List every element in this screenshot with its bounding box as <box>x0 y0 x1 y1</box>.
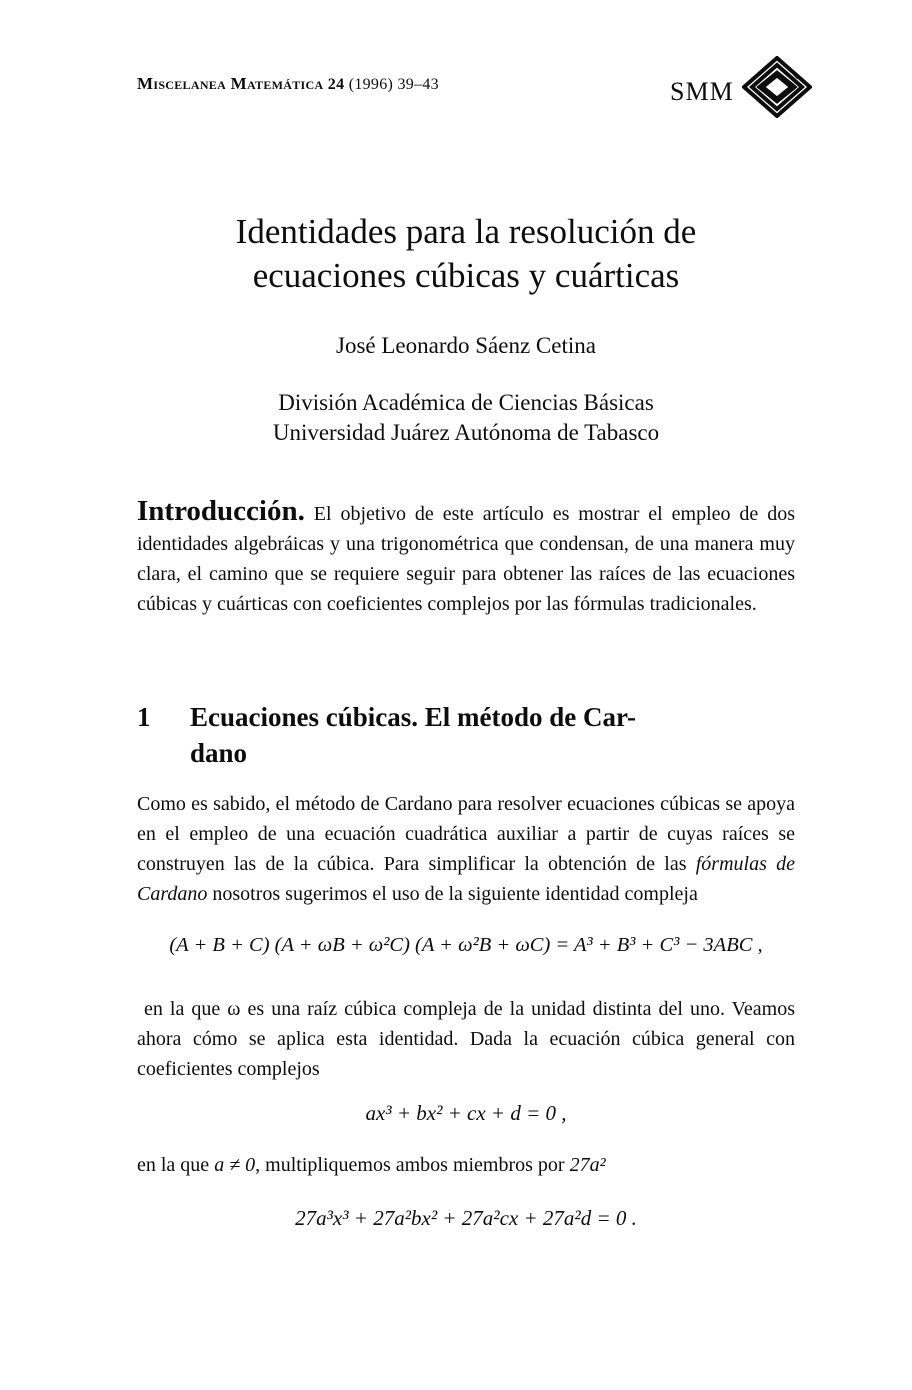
paragraph-3-text: en la que <box>137 1154 215 1176</box>
section-1-paragraph-3 <box>137 1150 795 1180</box>
paragraph-3-math-27a2: 27a² <box>569 1154 606 1176</box>
paragraph-3-math-a: a ≠ 0 <box>214 1154 256 1176</box>
equation-identity-cubic: (A + B + C) (A + ωB + ω²C) (A + ω²B + ωC) = A³ + B³ + C³ − 3ABC , <box>169 934 763 956</box>
page-title <box>137 210 795 298</box>
journal-volume: 24 <box>327 76 345 93</box>
paragraph-1-italic-phrase: fórmulas de Cardano <box>137 853 795 905</box>
journal-header <box>137 74 439 94</box>
society-mark <box>670 56 812 118</box>
section-1-heading-line-1: Ecuaciones cúbicas. El método de Car- <box>190 702 636 732</box>
paragraph-3-text-middle: , multipliquemos ambos miembros por <box>255 1154 570 1176</box>
section-1-paragraph-1 <box>137 789 795 909</box>
smm-diamond-logo <box>742 56 812 118</box>
journal-name: Miscelanea Matemática <box>137 74 324 93</box>
title-line-2: ecuaciones cúbicas y cuárticas <box>252 256 680 295</box>
section-1-heading <box>137 699 807 771</box>
introduction-paragraph <box>137 497 795 619</box>
section-1-number: 1 <box>137 702 151 732</box>
affiliation <box>137 388 795 448</box>
section-1-paragraph-2: en la que ω es una raíz cúbica compleja de la unidad distinta del uno. Veamos ahora cómo se aplica esta identidad. Dada la ecuación cúbica general con coeficientes complejos <box>137 998 795 1080</box>
author-name: José Leonardo Sáenz Cetina <box>336 333 596 358</box>
paragraph-1-text: Como es sabido, el método de Cardano para resolver ecuaciones cúbicas se apoya en el empleo de una ecuación cuadrática auxiliar a partir de cuyas raíces se construyen las de la cúbica. Para simplificar la obtención de las <box>137 793 795 875</box>
section-1-heading-text <box>190 699 636 771</box>
section-1-heading-line-2: dano <box>190 738 248 768</box>
equation-multiplied-cubic: 27a³x³ + 27a²bx² + 27a²cx + 27a²d = 0 . <box>295 1206 637 1230</box>
paragraph-1-text-after: nosotros sugerimos el uso de la siguiente identidad compleja <box>207 883 698 905</box>
title-line-1: Identidades para la resolución de <box>235 212 697 251</box>
journal-issue-info: (1996) 39–43 <box>348 76 439 93</box>
society-acronym: SMM <box>670 77 734 106</box>
equation-general-cubic: ax³ + bx² + cx + d = 0 , <box>365 1101 567 1125</box>
introduction-heading: Introducción. <box>137 495 305 527</box>
introduction-body: El objetivo de este artículo es mostrar el empleo de dos identidades algebráicas y una trigonométrica que condensan, de una manera muy clara, el camino que se requiere seguir para obtener las raíces de las ecuaciones cúbicas y cuárticas con coeficientes complejos por las fórmulas tradicionales. <box>137 503 795 615</box>
affiliation-line-1: División Académica de Ciencias Básicas <box>278 390 654 415</box>
affiliation-line-2: Universidad Juárez Autónoma de Tabasco <box>272 420 660 445</box>
